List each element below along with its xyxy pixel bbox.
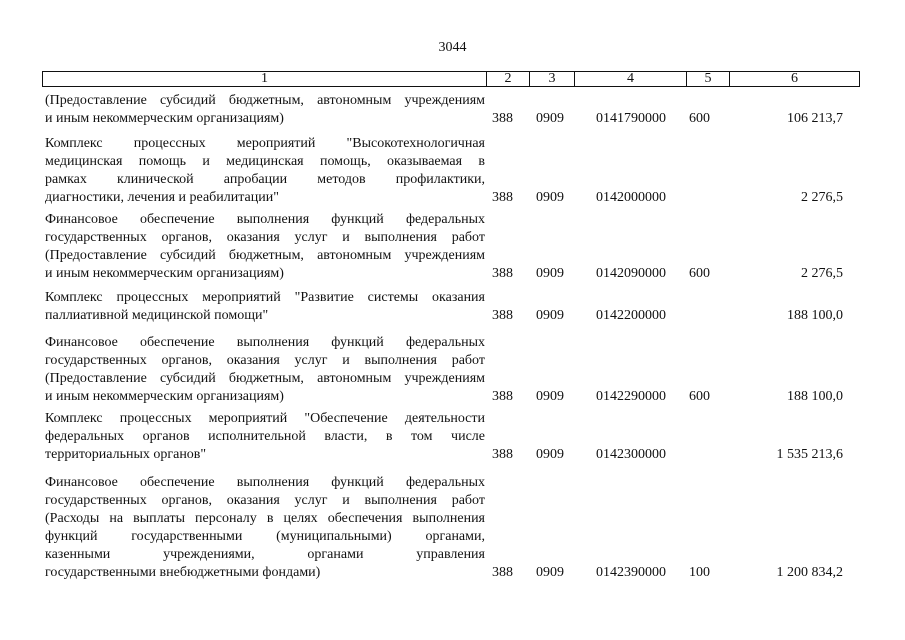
table-row — [0, 92, 905, 128]
description-line: и иным некоммерческим организациям) — [45, 266, 284, 281]
description-line: Комплекс процессных мероприятий "Обеспечение деятельности — [45, 411, 485, 426]
row-description — [45, 135, 485, 207]
description-line: государственных органов, оказания услуг и выполнения работ — [45, 493, 485, 508]
description-line: казенными учреждениями, органами управления — [45, 547, 485, 562]
row-code-vr: 100 — [689, 565, 710, 580]
row-code-csr: 0142000000 — [596, 190, 666, 205]
description-line: диагностики, лечения и реабилитации" — [45, 190, 279, 205]
row-code-gr: 388 — [492, 190, 513, 205]
description-line: (Предоставление субсидий бюджетным, автономным учреждениям — [45, 248, 485, 263]
description-line: Финансовое обеспечение выполнения функций федеральных — [45, 475, 485, 490]
description-line: Комплекс процессных мероприятий "Высокотехнологичная — [45, 136, 485, 151]
description-line: территориальных органов" — [45, 447, 207, 462]
row-description — [45, 92, 485, 128]
table-header-row — [42, 71, 860, 87]
description-line: государственных органов, оказания услуг и выполнения работ — [45, 230, 485, 245]
row-code-rz: 0909 — [536, 447, 564, 462]
header-col-1: 1 — [261, 71, 268, 86]
table-row — [0, 334, 905, 406]
header-col-2: 2 — [486, 72, 529, 86]
row-code-gr: 388 — [492, 111, 513, 126]
row-description — [45, 211, 485, 283]
row-description — [45, 289, 485, 325]
description-line: (Расходы на выплаты персоналу в целях обеспечения выполнения — [45, 511, 485, 526]
row-code-gr: 388 — [492, 308, 513, 323]
description-line: функций государственными (муниципальными) органами, — [45, 529, 485, 544]
description-line: (Предоставление субсидий бюджетным, автономным учреждениям — [45, 93, 485, 108]
row-code-vr: 600 — [689, 111, 710, 126]
description-line: государственных органов, оказания услуг и выполнения работ — [45, 353, 485, 368]
header-col-3: 3 — [529, 72, 574, 86]
description-line: Финансовое обеспечение выполнения функций федеральных — [45, 212, 485, 227]
row-amount: 2 276,5 — [801, 266, 843, 281]
row-code-csr: 0142300000 — [596, 447, 666, 462]
description-line: медицинская помощь и медицинская помощь, оказываемая в — [45, 154, 485, 169]
description-line: Комплекс процессных мероприятий "Развитие системы оказания — [45, 290, 485, 305]
row-code-rz: 0909 — [536, 308, 564, 323]
description-line: Финансовое обеспечение выполнения функций федеральных — [45, 335, 485, 350]
row-code-csr: 0142200000 — [596, 308, 666, 323]
row-code-vr: 600 — [689, 266, 710, 281]
description-line: и иным некоммерческим организациям) — [45, 111, 284, 126]
table-row — [0, 410, 905, 464]
table-row — [0, 211, 905, 283]
row-code-csr: 0142090000 — [596, 266, 666, 281]
row-description — [45, 474, 485, 582]
row-code-csr: 0142390000 — [596, 565, 666, 580]
row-code-gr: 388 — [492, 447, 513, 462]
row-code-gr: 388 — [492, 389, 513, 404]
description-line: (Предоставление субсидий бюджетным, автономным учреждениям — [45, 371, 485, 386]
description-line: рамках клинической апробации методов профилактики, — [45, 172, 485, 187]
table-row — [0, 135, 905, 207]
description-line: федеральных органов исполнительной власти, в том числе — [45, 429, 485, 444]
row-code-gr: 388 — [492, 565, 513, 580]
row-code-vr: 600 — [689, 389, 710, 404]
table-row — [0, 289, 905, 325]
row-amount: 1 535 213,6 — [776, 447, 843, 462]
row-code-rz: 0909 — [536, 190, 564, 205]
row-amount: 188 100,0 — [787, 308, 843, 323]
row-description — [45, 410, 485, 464]
row-code-csr: 0142290000 — [596, 389, 666, 404]
page-number: 3044 — [438, 40, 467, 55]
description-line: государственными внебюджетными фондами) — [45, 565, 321, 580]
row-code-gr: 388 — [492, 266, 513, 281]
header-col-6: 6 — [729, 72, 859, 86]
row-code-rz: 0909 — [536, 266, 564, 281]
row-code-csr: 0141790000 — [596, 111, 666, 126]
row-code-rz: 0909 — [536, 565, 564, 580]
description-line: паллиативной медицинской помощи" — [45, 308, 269, 323]
description-line: и иным некоммерческим организациям) — [45, 389, 284, 404]
row-amount: 1 200 834,2 — [776, 565, 843, 580]
row-description — [45, 334, 485, 406]
row-code-rz: 0909 — [536, 389, 564, 404]
header-col-5: 5 — [686, 72, 729, 86]
row-amount: 188 100,0 — [787, 389, 843, 404]
header-col-4: 4 — [574, 72, 686, 86]
row-amount: 106 213,7 — [787, 111, 843, 126]
table-row — [0, 474, 905, 582]
row-code-rz: 0909 — [536, 111, 564, 126]
row-amount: 2 276,5 — [801, 190, 843, 205]
